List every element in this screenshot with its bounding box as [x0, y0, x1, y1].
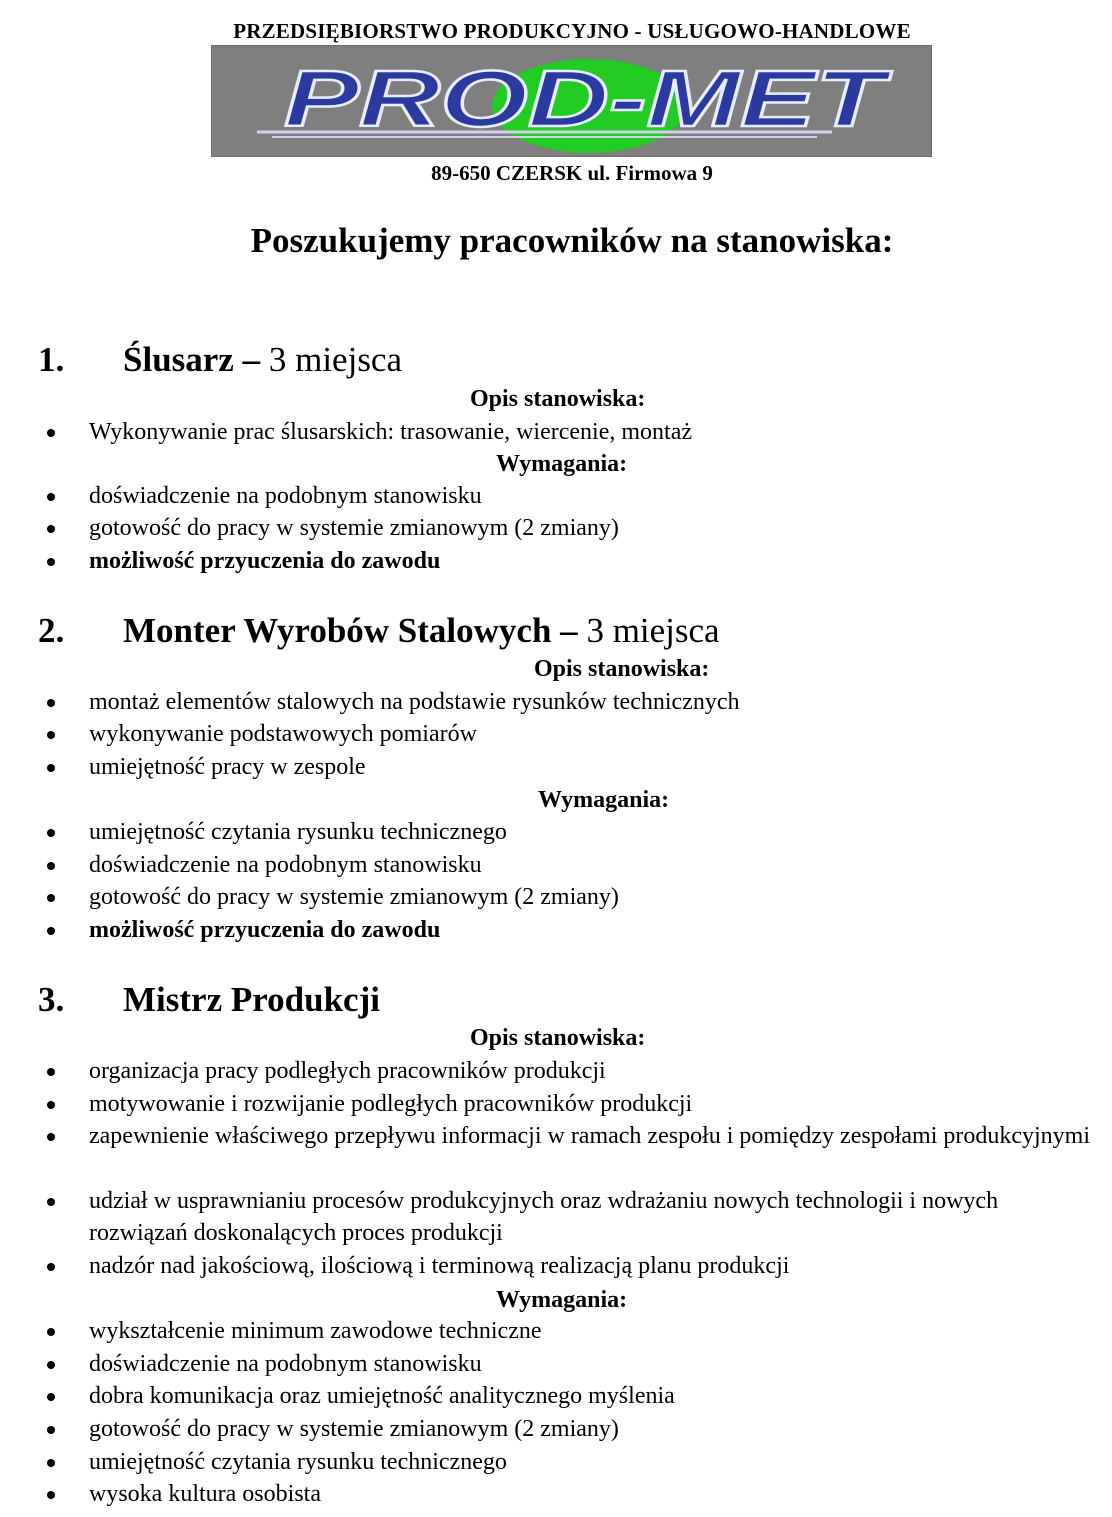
bullet-icon [47, 862, 55, 870]
section-heading-1 [38, 338, 402, 382]
bullet-icon [47, 1361, 55, 1369]
bullet-icon [47, 1101, 55, 1109]
bullet-icon [47, 927, 55, 935]
bullet-icon [47, 429, 55, 437]
company-type: PRZEDSIĘBIORSTWO PRODUKCYJNO - USŁUGOWO-HANDLOWE [233, 19, 911, 43]
section-title: Ślusarz – [123, 340, 261, 379]
bullet-icon [47, 1426, 55, 1434]
logo-wordmark: PROD-MET [284, 54, 893, 143]
bullet-icon [47, 1133, 55, 1141]
bullet-icon [47, 1068, 55, 1076]
section-number: 2. [38, 611, 65, 650]
requirements-label: Wymagania: [496, 451, 628, 477]
requirements-label: Wymagania: [538, 787, 670, 813]
section-count: 3 miejsca [260, 340, 403, 379]
bullet-icon [47, 764, 55, 772]
bullet-icon [47, 1198, 55, 1206]
section-heading-2 [38, 609, 720, 653]
section-title: Mistrz Produkcji [123, 980, 380, 1019]
bullet-icon [47, 731, 55, 739]
logo-graphic [212, 46, 931, 156]
section-number: 1. [38, 340, 65, 379]
bullet-icon [47, 525, 55, 533]
section-heading-3 [38, 978, 380, 1022]
bullet-icon [47, 1328, 55, 1336]
bullet-icon [47, 1393, 55, 1401]
section-count: 3 miejsca [577, 611, 720, 650]
bullet-icon [47, 829, 55, 837]
page-title: Poszukujemy pracowników na stanowiska: [250, 221, 894, 260]
bullet-icon [47, 493, 55, 501]
description-label: Opis stanowiska: [470, 1025, 646, 1051]
description-label: Opis stanowiska: [470, 386, 646, 412]
bullet-icon [47, 699, 55, 707]
section-number: 3. [38, 980, 65, 1019]
bullet-icon [47, 894, 55, 902]
bullet-icon [47, 1263, 55, 1271]
bullet-icon [47, 1491, 55, 1499]
company-address: 89-650 CZERSK ul. Firmowa 9 [431, 161, 713, 185]
bullet-icon [47, 1459, 55, 1467]
section-title: Monter Wyrobów Stalowych – [123, 611, 578, 650]
bullet-icon [47, 558, 55, 566]
requirements-label: Wymagania: [496, 1287, 628, 1313]
description-label: Opis stanowiska: [534, 656, 710, 682]
company-logo [211, 45, 932, 157]
